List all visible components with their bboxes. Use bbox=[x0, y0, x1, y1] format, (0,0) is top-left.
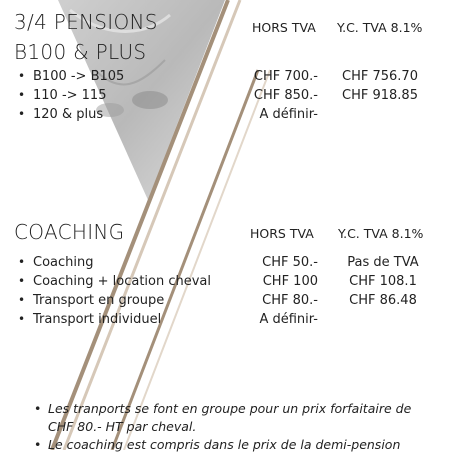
price-ht: A définir- bbox=[259, 312, 318, 327]
list-item: • Coaching + location cheval bbox=[16, 272, 211, 291]
price-ht: CHF 850.- bbox=[253, 88, 318, 103]
coaching-col-ht: HORS TVA bbox=[250, 226, 314, 241]
pensions-title: 3/4 PENSIONS bbox=[14, 10, 158, 34]
coaching-title: COACHING bbox=[14, 220, 125, 244]
price-ttc: CHF 918.85 bbox=[342, 88, 418, 103]
price-ht: CHF 50.- bbox=[262, 255, 318, 270]
price-ht: CHF 700.- bbox=[253, 69, 318, 84]
coaching-col-ttc: Y.C. TVA 8.1% bbox=[338, 226, 424, 241]
list-item: • Transport en groupe bbox=[16, 291, 211, 310]
pensions-col-ht: HORS TVA bbox=[252, 20, 316, 35]
note-item: • Le coaching est compris dans le prix de la demi-pension bbox=[34, 436, 429, 454]
list-item: • 120 & plus bbox=[16, 105, 124, 124]
price-ht: A définir- bbox=[259, 107, 318, 122]
price-ttc: Pas de TVA bbox=[347, 255, 419, 270]
notes-list bbox=[34, 400, 429, 454]
list-item: • Transport individuel bbox=[16, 310, 211, 329]
price-ht: CHF 80.- bbox=[262, 293, 318, 308]
list-item: • Coaching bbox=[16, 253, 211, 272]
list-item: • 110 -> 115 bbox=[16, 86, 124, 105]
price-ttc: CHF 86.48 bbox=[349, 293, 417, 308]
pensions-subtitle: B100 & PLUS bbox=[14, 40, 147, 64]
price-ttc: CHF 756.70 bbox=[342, 69, 418, 84]
coaching-list bbox=[16, 253, 211, 329]
pensions-list bbox=[16, 67, 124, 124]
pensions-col-ttc: Y.C. TVA 8.1% bbox=[337, 20, 423, 35]
note-item: • Les tranports se font en groupe pour un prix forfaitaire de CHF 80.- HT par cheval. bbox=[34, 400, 429, 436]
list-item: • B100 -> B105 bbox=[16, 67, 124, 86]
price-ttc: CHF 108.1 bbox=[349, 274, 417, 289]
price-ht: CHF 100 bbox=[262, 274, 318, 289]
